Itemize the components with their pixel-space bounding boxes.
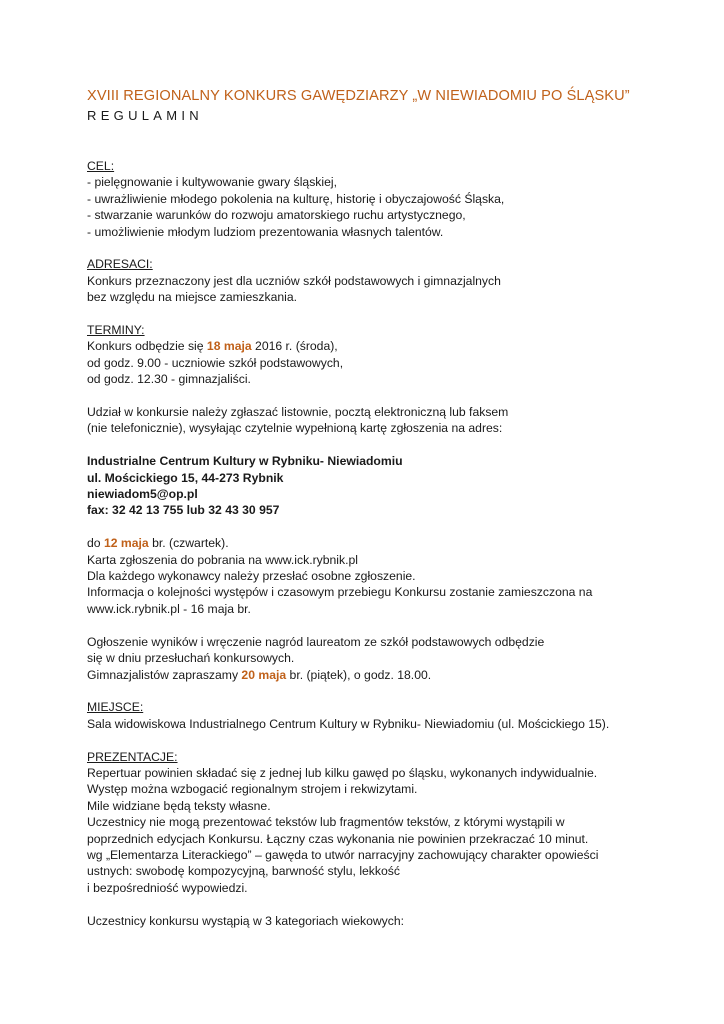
- adresaci-line: bez względu na miejsce zamieszkania.: [87, 290, 297, 305]
- adresaci-line: Konkurs przeznaczony jest dla uczniów szkół podstawowych i gimnazjalnych: [87, 273, 501, 288]
- gimnazjum-date: 20 maja: [241, 667, 287, 682]
- section-heading-prezentacje: PREZENTACJE:: [87, 749, 178, 764]
- schedule-info-line: Informacja o kolejności występów i czasowym przebiegu Konkursu zostanie zamieszczona na: [87, 585, 593, 600]
- document-title: XVIII REGIONALNY KONKURS GAWĘDZIARZY „W NIEWIADOMIU PO ŚLĄSKU”: [87, 88, 630, 104]
- invite-text: Gimnazjalistów zapraszamy: [87, 667, 242, 682]
- results-line: Ogłoszenie wyników i wręczenie nagród laureatom ze szkół podstawowych odbędzie: [87, 634, 545, 649]
- terminy-line: od godz. 9.00 - uczniowie szkół podstawowych,: [87, 355, 344, 370]
- schedule-info-line: www.ick.rybnik.pl - 16 maja br.: [87, 601, 251, 616]
- registration-info: Udział w konkursie należy zgłaszać listownie, pocztą elektroniczną lub faksem: [87, 405, 509, 420]
- prezentacje-line: Repertuar powinien składać się z jednej lub kilku gawęd po śląsku, wykonanych indywidualnie.: [87, 765, 598, 780]
- terminy-line: od godz. 12.30 - gimnazjaliści.: [87, 372, 251, 387]
- terminy-date-line: [87, 338, 707, 354]
- section-heading-terminy: TERMINY:: [87, 323, 145, 338]
- terminy-text: Konkurs odbędzie się: [87, 339, 207, 354]
- prezentacje-line: Uczestnicy nie mogą prezentować tekstów lub fragmentów tekstów, z którymi wystąpili w: [87, 815, 565, 830]
- terminy-text: 2016 r. (środa),: [251, 339, 338, 354]
- form-download-line: Karta zgłoszenia do pobrania na www.ick.rybnik.pl: [87, 552, 358, 567]
- contest-date: 18 maja: [206, 339, 252, 354]
- registration-info: (nie telefonicznie), wysyłając czytelnie wypełnioną kartę zgłoszenia na adres:: [87, 421, 503, 436]
- prezentacje-line: Występ można wzbogacić regionalnym strojem i rekwizytami.: [87, 782, 418, 797]
- email-line: niewiadom5@op.pl: [87, 487, 198, 502]
- cel-item: - umożliwienie młodym ludziom prezentowania własnych talentów.: [87, 224, 444, 239]
- section-heading-miejsce: MIEJSCE:: [87, 700, 144, 715]
- deadline-line: [87, 535, 707, 551]
- invite-text: br. (piątek), o godz. 18.00.: [286, 667, 432, 682]
- cel-item: - pielęgnowanie i kultywowanie gwary śląskiej,: [87, 175, 337, 190]
- section-heading-cel: CEL:: [87, 159, 115, 173]
- prezentacje-line: i bezpośredniość wypowiedzi.: [87, 880, 248, 895]
- cel-item: - stwarzanie warunków do rozwoju amatorskiego ruchu artystycznego,: [87, 208, 466, 223]
- cel-item: - uwrażliwienie młodego pokolenia na kulturę, historię i obyczajowość Śląska,: [87, 191, 505, 206]
- gimnazjum-invite-line: [87, 667, 707, 683]
- prezentacje-line: poprzednich edycjach Konkursu. Łączny czas wykonania nie powinien przekraczać 10 minut.: [87, 831, 589, 846]
- deadline-date: 12 maja: [103, 536, 149, 551]
- address-line: Industrialne Centrum Kultury w Rybniku- Niewiadomiu: [87, 454, 403, 469]
- results-line: się w dniu przesłuchań konkursowych.: [87, 651, 295, 666]
- categories-line: Uczestnicy konkursu wystąpią w 3 kategoriach wiekowych:: [87, 913, 405, 928]
- deadline-text: do: [87, 536, 104, 551]
- prezentacje-line: wg „Elementarza Literackiego” – gawęda to utwór narracyjny zachowujący charakter opowieści: [87, 847, 599, 862]
- prezentacje-line: ustnych: swobodę kompozycyjną, barwność stylu, lekkość: [87, 864, 400, 879]
- separate-form-line: Dla każdego wykonawcy należy przesłać osobne zgłoszenie.: [87, 569, 416, 584]
- document-body: [87, 158, 707, 929]
- fax-line: fax: 32 42 13 755 lub 32 43 30 957: [87, 503, 280, 518]
- deadline-text: br. (czwartek).: [148, 536, 229, 551]
- document-subtitle: REGULAMIN: [87, 108, 203, 123]
- miejsce-line: Sala widowiskowa Industrialnego Centrum Kultury w Rybniku- Niewiadomiu (ul. Mościckiego 15).: [87, 716, 610, 731]
- section-heading-adresaci: ADRESACI:: [87, 257, 153, 272]
- address-line: ul. Mościckiego 15, 44-273 Rybnik: [87, 470, 284, 485]
- prezentacje-line: Mile widziane będą teksty własne.: [87, 798, 271, 813]
